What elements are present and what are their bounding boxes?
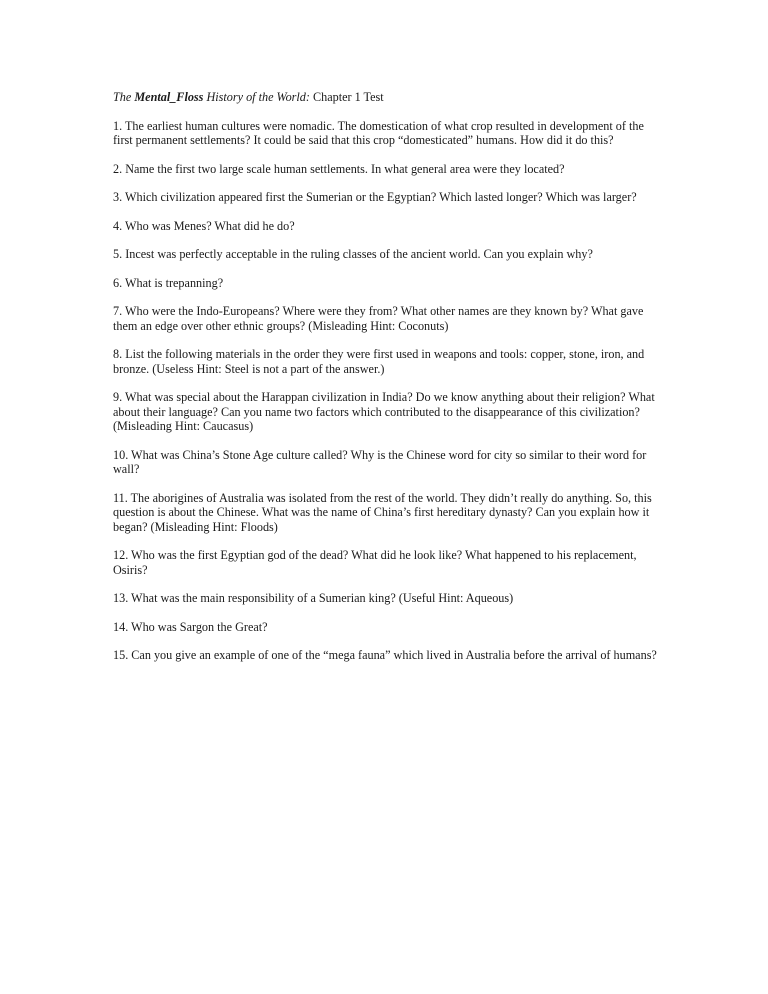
- question-15: 15. Can you give an example of one of the “mega fauna” which lived in Australia before the arrival of humans?: [113, 648, 657, 662]
- document-title: [113, 90, 661, 105]
- question-4: 4. Who was Menes? What did he do?: [113, 218, 295, 233]
- title-brand: Mental_Floss: [134, 90, 204, 104]
- question-13: 13. What was the main responsibility of a Sumerian king? (Useful Hint: Aqueous): [113, 591, 514, 605]
- document-body: [113, 90, 661, 677]
- question-2: 2. Name the first two large scale human settlements. In what general area were they located?: [113, 161, 565, 176]
- question-7: 7. Who were the Indo-Europeans? Where were they from? What other names are they known by? What gave them an edge over other ethnic groups? (Misleading Hint: Coconuts): [113, 304, 644, 333]
- question-14: 14. Who was Sargon the Great?: [113, 619, 268, 634]
- title-suffix: Chapter 1 Test: [309, 90, 384, 104]
- question-10: 10. What was China’s Stone Age culture called? Why is the Chinese word for city so similar to their word for wall?: [113, 447, 647, 476]
- question-11: 11. The aborigines of Australia was isolated from the rest of the world. They didn’t really do anything. So, this question is about the Chinese. What was the name of China’s first hereditary dynasty? Can you explain how it began? (Misleading Hint: Floods): [113, 490, 652, 534]
- question-8: 8. List the following materials in the order they were first used in weapons and tools: copper, stone, iron, and bronze. (Useless Hint: Steel is not a part of the answer.): [113, 347, 645, 376]
- question-9: 9. What was special about the Harappan civilization in India? Do we know anything about their religion? What about their language? Can you name two factors which contributed to the disappearance of this civilization? (Misleading Hint: Caucasus): [113, 390, 655, 433]
- question-3: 3. Which civilization appeared first the Sumerian or the Egyptian? Which lasted longer? Which was larger?: [113, 190, 637, 204]
- question-5: 5. Incest was perfectly acceptable in the ruling classes of the ancient world. Can you explain why?: [113, 247, 593, 261]
- question-12: 12. Who was the first Egyptian god of the dead? What did he look like? What happened to his replacement, Osiris?: [113, 548, 637, 577]
- title-prefix: The: [113, 90, 135, 104]
- question-6: 6. What is trepanning?: [113, 275, 224, 290]
- question-1: 1. The earliest human cultures were nomadic. The domestication of what crop resulted in development of the first permanent settlements? It could be said that this crop “domesticated” humans. How did it do this?: [113, 118, 644, 147]
- title-book: History of the World:: [203, 90, 310, 104]
